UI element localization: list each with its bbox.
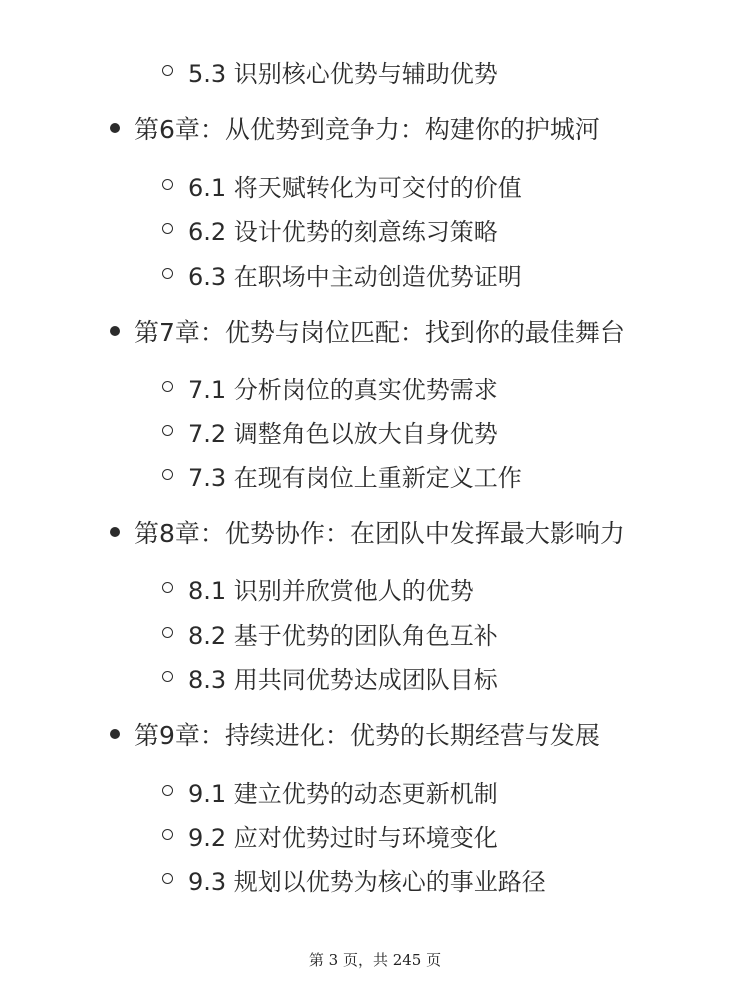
toc-chapter-item [0, 512, 750, 552]
filled-disc-bullet-icon [110, 326, 120, 336]
hollow-circle-bullet-icon [162, 829, 173, 840]
toc-section-item [0, 568, 750, 608]
toc-chapter-text: 第6章：从优势到竞争力：构建你的护城河 [134, 115, 600, 144]
toc-chapter-item [0, 714, 750, 754]
hollow-circle-bullet-icon [162, 381, 173, 392]
toc-section-text: 5.3 识别核心优势与辅助优势 [188, 59, 498, 88]
toc-section-item [0, 455, 750, 495]
toc-section-text: 7.1 分析岗位的真实优势需求 [188, 375, 498, 404]
toc-section-item [0, 613, 750, 653]
toc-section-item [0, 209, 750, 249]
hollow-circle-bullet-icon [162, 627, 173, 638]
toc-section-item [0, 657, 750, 697]
toc-section-item [0, 411, 750, 451]
toc-section-text: 7.3 在现有岗位上重新定义工作 [188, 463, 522, 492]
toc-section-text: 8.2 基于优势的团队角色互补 [188, 621, 498, 650]
hollow-circle-bullet-icon [162, 179, 173, 190]
toc-section-item [0, 771, 750, 811]
toc-section-item [0, 165, 750, 205]
page-number-footer: 第 3 页，共 245 页 [308, 951, 442, 969]
toc-section-text: 9.2 应对优势过时与环境变化 [188, 823, 498, 852]
hollow-circle-bullet-icon [162, 873, 173, 884]
hollow-circle-bullet-icon [162, 671, 173, 682]
toc-section-item [0, 254, 750, 294]
toc-section-text: 7.2 调整角色以放大自身优势 [188, 419, 498, 448]
toc-section-text: 6.2 设计优势的刻意练习策略 [188, 217, 498, 246]
hollow-circle-bullet-icon [162, 582, 173, 593]
hollow-circle-bullet-icon [162, 65, 173, 76]
hollow-circle-bullet-icon [162, 469, 173, 480]
toc-chapter-text: 第9章：持续进化：优势的长期经营与发展 [134, 721, 600, 750]
hollow-circle-bullet-icon [162, 268, 173, 279]
toc-chapter-item [0, 108, 750, 148]
hollow-circle-bullet-icon [162, 223, 173, 234]
toc-section-text: 6.3 在职场中主动创造优势证明 [188, 262, 522, 291]
filled-disc-bullet-icon [110, 123, 120, 133]
toc-section-item [0, 815, 750, 855]
hollow-circle-bullet-icon [162, 425, 173, 436]
toc-section-text: 8.1 识别并欣赏他人的优势 [188, 576, 474, 605]
toc-section-item [0, 367, 750, 407]
toc-section-text: 9.3 规划以优势为核心的事业路径 [188, 867, 546, 896]
filled-disc-bullet-icon [110, 527, 120, 537]
toc-chapter-text: 第8章：优势协作：在团队中发挥最大影响力 [134, 519, 625, 548]
toc-section-text: 8.3 用共同优势达成团队目标 [188, 665, 498, 694]
filled-disc-bullet-icon [110, 729, 120, 739]
hollow-circle-bullet-icon [162, 785, 173, 796]
toc-section-item [0, 51, 750, 91]
toc-section-text: 9.1 建立优势的动态更新机制 [188, 779, 498, 808]
toc-chapter-text: 第7章：优势与岗位匹配：找到你的最佳舞台 [134, 318, 625, 347]
toc-chapter-item [0, 311, 750, 351]
toc-section-text: 6.1 将天赋转化为可交付的价值 [188, 173, 522, 202]
toc-section-item [0, 859, 750, 899]
